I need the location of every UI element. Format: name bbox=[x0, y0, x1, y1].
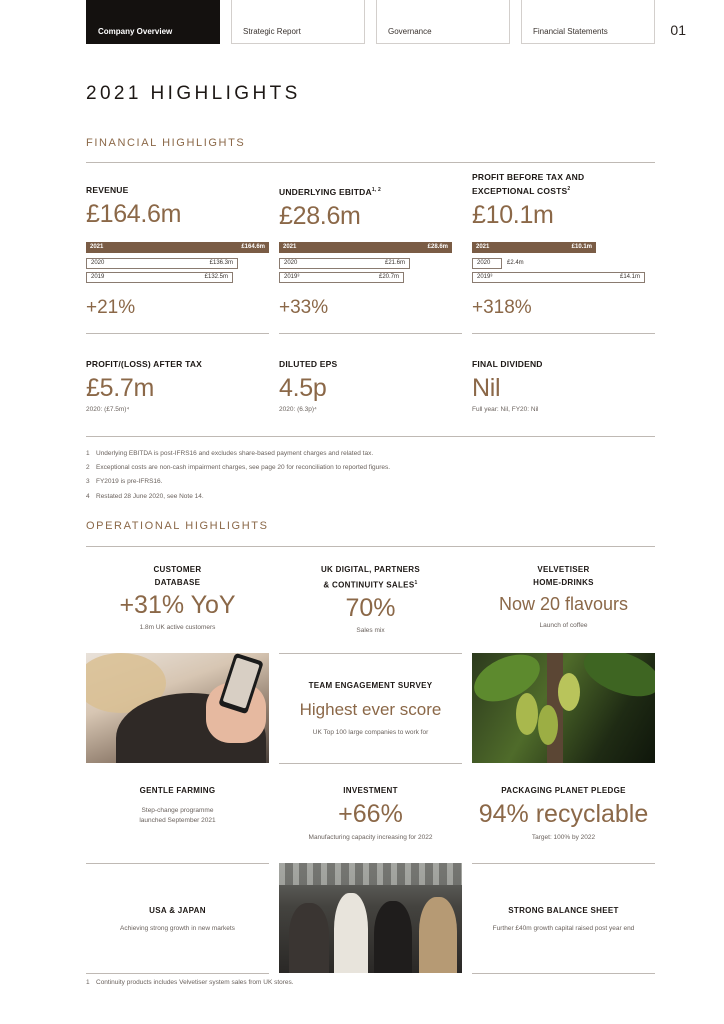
bar-amount: £2.4m bbox=[507, 260, 524, 266]
cacao-pod-icon bbox=[558, 673, 580, 711]
revenue-bar-2021 bbox=[86, 242, 269, 253]
velvetiser-label-line2: HOME-DRINKS bbox=[533, 577, 594, 587]
gentle-farming-tile bbox=[86, 785, 269, 824]
revenue-label: REVENUE bbox=[86, 185, 129, 195]
bar-amount: £21.6m bbox=[384, 260, 405, 266]
farming-note-line2: launched September 2021 bbox=[139, 816, 216, 824]
customer-value: +31% YoY bbox=[119, 591, 236, 619]
customer-database-tile bbox=[86, 564, 269, 631]
digital-label-line2: & CONTINUITY SALES$^1$ bbox=[323, 579, 418, 590]
person-shape bbox=[419, 897, 457, 973]
packaging-tile bbox=[472, 785, 655, 841]
ebitda-bar-2020 bbox=[279, 258, 410, 269]
tab-company-overview[interactable]: Company Overview bbox=[86, 0, 220, 44]
divider bbox=[86, 162, 655, 163]
operational-highlights-heading: OPERATIONAL HIGHLIGHTS bbox=[86, 520, 269, 532]
packaging-label: PACKAGING PLANET PLEDGE bbox=[501, 786, 626, 795]
dividend-note: Full year: Nil, FY20: Nil bbox=[472, 406, 539, 413]
team-engagement-tile bbox=[279, 680, 462, 736]
usa-japan-tile bbox=[86, 905, 269, 932]
farming-label: GENTLE FARMING bbox=[139, 786, 216, 795]
bar-year: 2019³ bbox=[284, 274, 300, 280]
footnote: 3 FY2019 is pre-IFRS16. bbox=[86, 478, 163, 486]
bar-amount: £132.5m bbox=[204, 274, 228, 280]
bar-amount: £136.3m bbox=[209, 260, 233, 266]
farming-note-line1: Step-change programme bbox=[141, 806, 214, 814]
pbt-bar-2020 bbox=[472, 258, 524, 269]
divider bbox=[86, 863, 269, 864]
divider bbox=[86, 546, 655, 547]
pat-label: PROFIT/(LOSS) AFTER TAX bbox=[86, 359, 203, 369]
pbt-label-line1: PROFIT BEFORE TAX AND bbox=[472, 172, 585, 182]
investment-note: Manufacturing capacity increasing for 2022 bbox=[308, 833, 433, 841]
bar-amount: £28.6m bbox=[427, 244, 448, 250]
divider bbox=[472, 333, 655, 334]
footnote: 2 Exceptional costs are non-cash impairment charges, see page 20 for reconciliation to reported figures. bbox=[86, 464, 391, 472]
ebitda-bar-2019 bbox=[279, 272, 404, 283]
bar-amount: £10.1m bbox=[571, 244, 592, 250]
leaf-shape bbox=[578, 653, 655, 705]
crowd-event-photo bbox=[279, 863, 462, 973]
operational-footnote: 1 Continuity products includes Velvetiser system sales from UK stores. bbox=[86, 979, 294, 986]
ebitda-change: +33% bbox=[279, 297, 329, 318]
financial-footnotes bbox=[86, 447, 390, 504]
customer-note: 1.8m UK active customers bbox=[139, 624, 216, 631]
pbt-metric bbox=[472, 171, 655, 230]
velvetiser-note: Launch of coffee bbox=[539, 622, 588, 629]
revenue-bar-2020 bbox=[86, 258, 238, 269]
tab-strategic-report[interactable]: Strategic Report bbox=[231, 0, 365, 44]
team-label: TEAM ENGAGEMENT SURVEY bbox=[308, 681, 433, 690]
team-value: Highest ever score bbox=[299, 699, 442, 719]
usa-note: Achieving strong growth in new markets bbox=[120, 924, 235, 932]
customer-phone-photo bbox=[86, 653, 269, 763]
ebitda-label: UNDERLYING EBITDA$^{1, 2}$ bbox=[279, 186, 381, 197]
eps-note: 2020: (6.3p)⁴ bbox=[279, 406, 317, 413]
divider bbox=[279, 653, 462, 654]
person-shape bbox=[334, 893, 368, 973]
ebitda-value: £28.6m bbox=[279, 201, 361, 230]
footnote-marker: 1 bbox=[414, 579, 418, 586]
pat-metric bbox=[86, 358, 269, 413]
packaging-value: 94% recyclable bbox=[478, 799, 649, 828]
investment-tile bbox=[279, 785, 462, 841]
digital-note: Sales mix bbox=[356, 626, 385, 634]
tab-financial-statements[interactable]: Financial Statements bbox=[521, 0, 655, 44]
divider bbox=[86, 333, 269, 334]
bar-amount: £14.1m bbox=[619, 274, 640, 280]
divider bbox=[472, 973, 655, 974]
page-title: 2021 HIGHLIGHTS bbox=[86, 83, 301, 104]
revenue-metric bbox=[86, 184, 269, 229]
eps-metric bbox=[279, 358, 462, 413]
divider bbox=[472, 863, 655, 864]
bar-year: 2019³ bbox=[477, 274, 493, 280]
pbt-bar-2019 bbox=[472, 272, 645, 283]
eps-value: 4.5p bbox=[279, 374, 327, 402]
divider bbox=[279, 763, 462, 764]
cacao-pods-photo bbox=[472, 653, 655, 763]
dividend-label: FINAL DIVIDEND bbox=[472, 359, 543, 369]
digital-value: 70% bbox=[345, 593, 396, 622]
balance-note: Further £40m growth capital raised post year end bbox=[492, 924, 635, 932]
ceiling-lights bbox=[279, 863, 462, 885]
customer-label-line1: CUSTOMER bbox=[153, 565, 202, 574]
divider bbox=[86, 436, 655, 437]
team-note: UK Top 100 large companies to work for bbox=[312, 728, 429, 736]
digital-sales-tile bbox=[279, 564, 462, 634]
financial-highlights-heading: FINANCIAL HIGHLIGHTS bbox=[86, 137, 246, 149]
pbt-value: £10.1m bbox=[472, 200, 554, 229]
velvetiser-label-line1: VELVETISER bbox=[537, 565, 590, 574]
eps-label: DILUTED EPS bbox=[279, 359, 338, 369]
velvetiser-tile bbox=[472, 564, 655, 629]
person-shape bbox=[374, 901, 412, 973]
balance-label: STRONG BALANCE SHEET bbox=[508, 906, 619, 915]
pbt-change: +318% bbox=[472, 297, 532, 318]
divider bbox=[279, 333, 462, 334]
footnote: 1 Underlying EBITDA is post-IFRS16 and excludes share-based payment charges and related tax. bbox=[86, 450, 374, 457]
page-number: 01 bbox=[670, 22, 686, 38]
dividend-metric bbox=[472, 358, 655, 413]
ebitda-metric bbox=[279, 184, 462, 231]
balance-sheet-tile bbox=[472, 905, 655, 932]
bar-year: 2021 bbox=[90, 244, 104, 250]
bar-year: 2020 bbox=[477, 260, 491, 266]
investment-value: +66% bbox=[338, 799, 403, 828]
pat-value: £5.7m bbox=[86, 374, 154, 402]
revenue-change: +21% bbox=[86, 297, 136, 318]
revenue-bar-2019 bbox=[86, 272, 233, 283]
revenue-value: £164.6m bbox=[86, 200, 182, 228]
pbt-label-line2: EXCEPTIONAL COSTS$^2$ bbox=[472, 185, 571, 196]
customer-label-line2: DATABASE bbox=[154, 577, 201, 587]
bar-year: 2021 bbox=[283, 244, 297, 250]
footnote: 4 Restated 28 June 2020, see Note 14. bbox=[86, 492, 204, 500]
bar-year: 2019 bbox=[91, 274, 105, 280]
divider bbox=[86, 973, 269, 974]
bar-year: 2020 bbox=[91, 260, 105, 266]
bar-year: 2020 bbox=[284, 260, 298, 266]
cacao-pod-icon bbox=[538, 705, 558, 745]
footnote-marker: 2 bbox=[567, 186, 571, 192]
pbt-bar-2021 bbox=[472, 242, 596, 253]
dividend-value: Nil bbox=[472, 374, 501, 402]
bar-amount: £164.6m bbox=[241, 244, 265, 250]
usa-label: USA & JAPAN bbox=[149, 906, 206, 915]
digital-label-line1: UK DIGITAL, PARTNERS bbox=[320, 565, 421, 574]
packaging-note: Target: 100% by 2022 bbox=[531, 833, 596, 841]
investment-label: INVESTMENT bbox=[343, 786, 398, 795]
cacao-pod-icon bbox=[516, 693, 538, 735]
person-shape bbox=[289, 903, 329, 973]
bar-year: 2021 bbox=[476, 244, 490, 250]
footnote-marker: 1, 2 bbox=[371, 187, 381, 193]
tab-governance[interactable]: Governance bbox=[376, 0, 510, 44]
ebitda-bar-2021 bbox=[279, 242, 452, 253]
bar-amount: £20.7m bbox=[378, 274, 399, 280]
velvetiser-value: Now 20 flavours bbox=[498, 594, 629, 614]
pat-note: 2020: (£7.5m)⁴ bbox=[86, 406, 130, 413]
